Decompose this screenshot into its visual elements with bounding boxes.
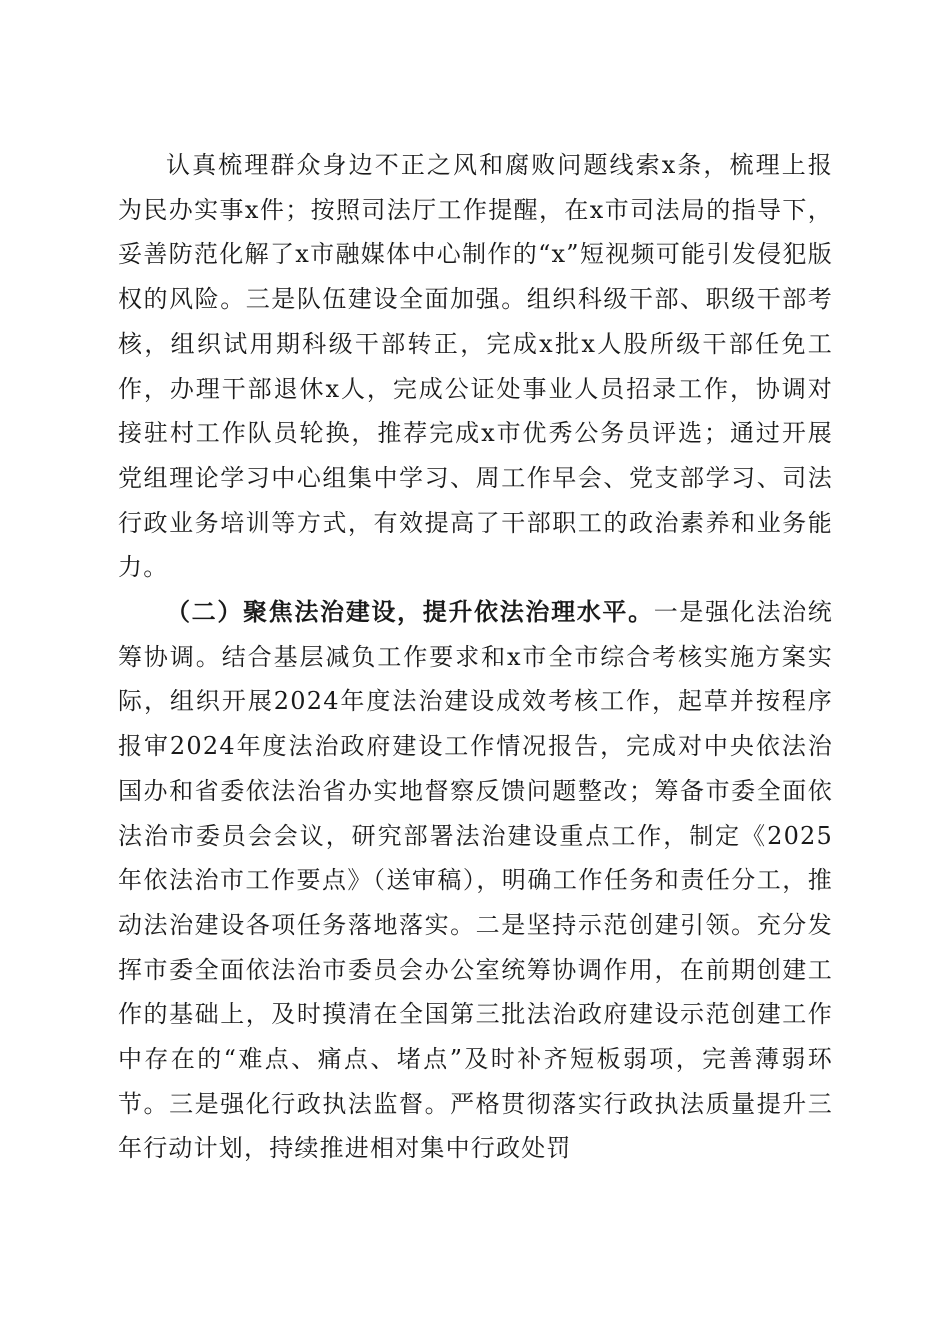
paragraph-1 [118, 143, 833, 590]
paragraph-2-text: 一是强化法治统筹协调。结合基层减负工作要求和x市全市综合考核实施方案实际，组织开展2024年度法治建设成效考核工作，起草并按程序报审2024年度法治政府建设工作情况报告，完成对中央依法治国办和省委依法治省办实地督察反馈问题整改；筹备市委全面依法治市委员会会议，研究部署法治建设重点工作，制定《2025年依法治市工作要点》（送审稿），明确工作任务和责任分工，推动法治建设各项任务落地落实。二是坚持示范创建引领。充分发挥市委全面依法治市委员会办公室统筹协调作用，在前期创建工作的基础上，及时摸清在全国第三批法治政府建设示范创建工作中存在的“难点、痛点、堵点”及时补齐短板弱项，完善薄弱环节。三是强化行政执法监督。严格贯彻落实行政执法质量提升三年行动计划，持续推进相对集中行政处罚 [118, 598, 833, 1163]
section-heading: （二）聚焦法治建设，提升依法治理水平。 [166, 597, 654, 627]
paragraph-1-text: 认真梳理群众身边不正之风和腐败问题线索x条，梳理上报为民办实事x件；按照司法厅工作提醒，在x市司法局的指导下，妥善防范化解了x市融媒体中心制作的“x”短视频可能引发侵犯版权的风险。三是队伍建设全面加强。组织科级干部、职级干部考核，组织试用期科级干部转正，完成x批x人股所级干部任免工作，办理干部退休x人，完成公证处事业人员招录工作，协调对接驻村工作队员轮换，推荐完成x市优秀公务员评选；通过开展党组理论学习中心组集中学习、周工作早会、党支部学习、司法行政业务培训等方式，有效提高了干部职工的政治素养和业务能力。 [118, 151, 833, 582]
paragraph-2 [118, 590, 833, 1171]
document-body [118, 143, 833, 1171]
